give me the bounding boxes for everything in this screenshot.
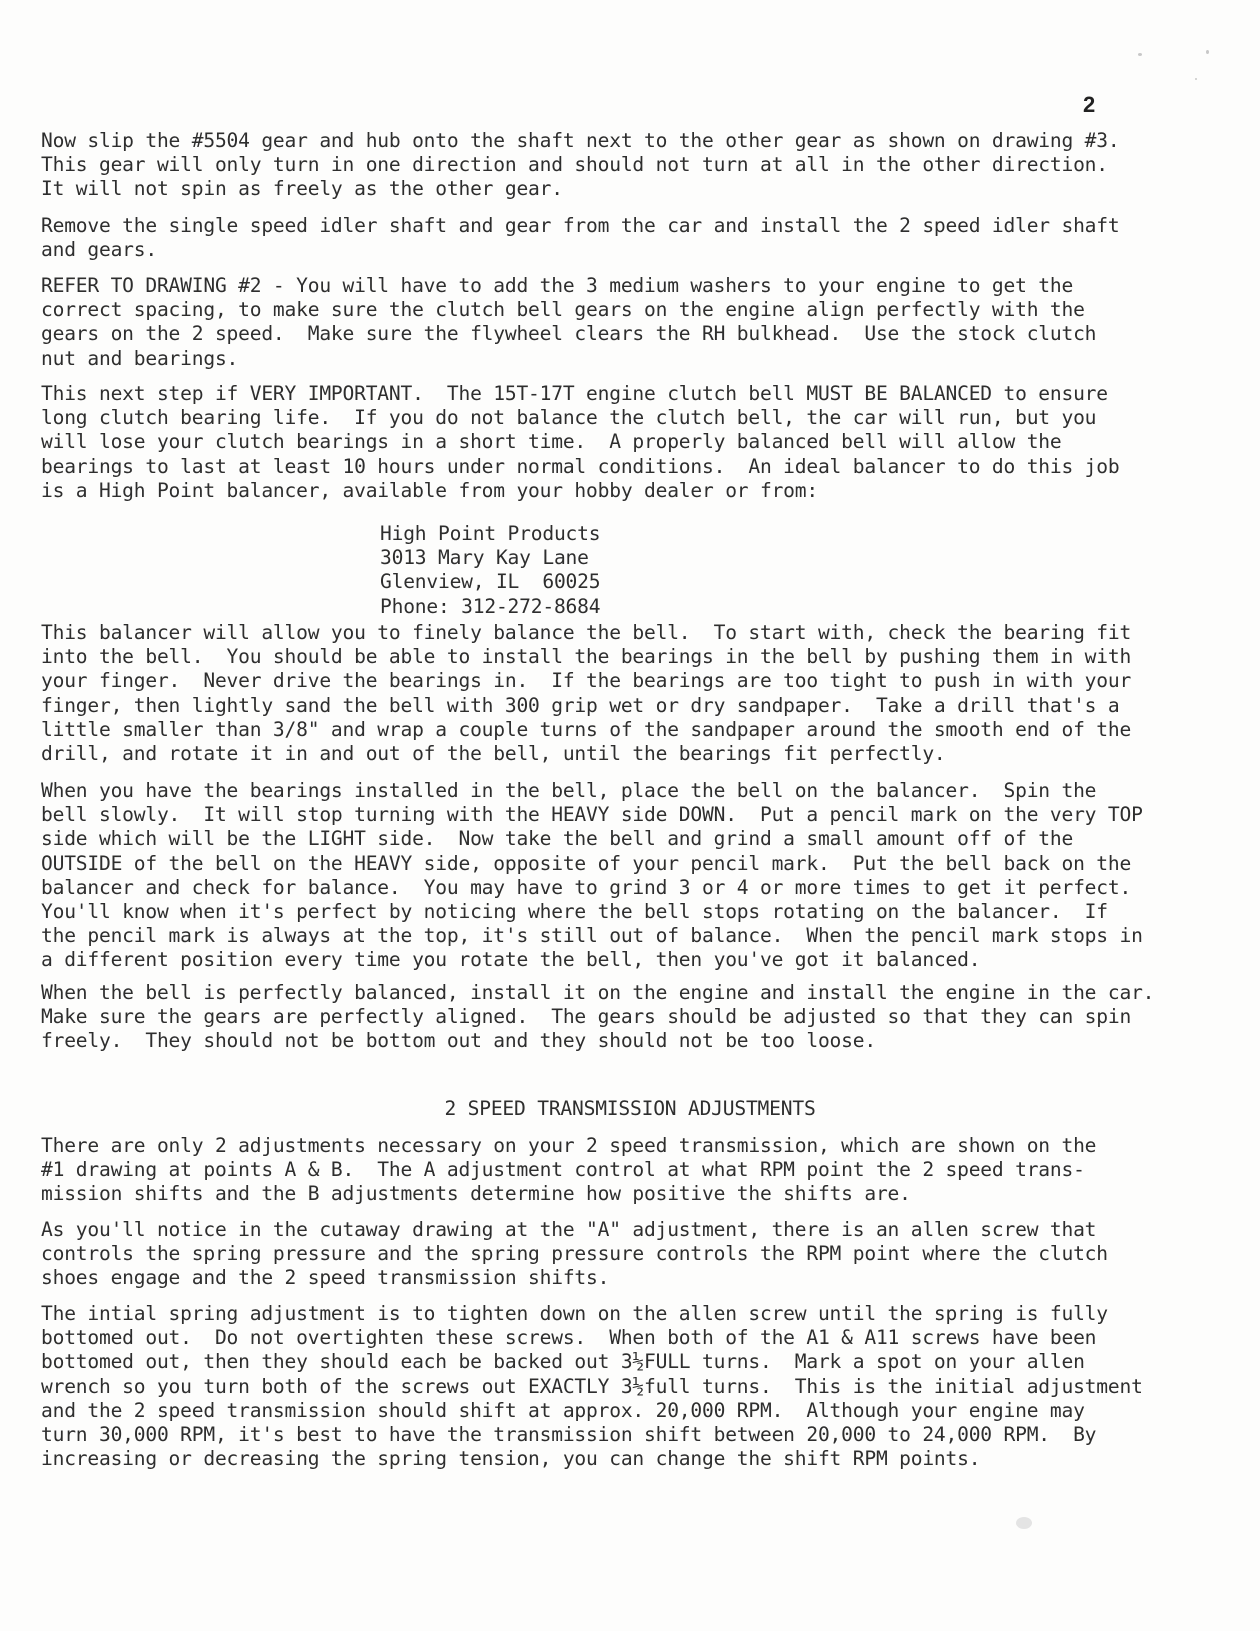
paragraph-balancing-procedure: When you have the bearings installed in the bell, place the bell on the balancer. Spin the bell slowly. It will stop turning with the HEAVY side DOWN. Put a pencil mark on the very TOP side which will be the LIGHT side. Now take the bell and grind a small amount off of the OUTSIDE of the bell on the HEAVY side, opposite of your pencil mark. Put the bell back on the balancer and check for balance. You may have to grind 3 or 4 or more times to get it perfect. You'll know when it's perfect by noticing where the bell stops rotating on the balancer. If the pencil mark is always at the top, it's still out of balance. When the pencil mark stops in a different position every time you rotate the bell, then you've got it balanced. xyxy=(41,779,1143,972)
supplier-address: High Point Products 3013 Mary Kay Lane Glenview, IL 60025 Phone: 312-272-8684 xyxy=(380,522,601,618)
scan-speck xyxy=(1206,50,1209,54)
scan-speck xyxy=(1138,53,1142,56)
paragraph-clutch-bell-balance: This next step if VERY IMPORTANT. The 15T-17T engine clutch bell MUST BE BALANCED to ensure long clutch bearing life. If you do not balance the clutch bell, the car will run, but you will lose your clutch bearings in a short time. A properly balanced bell will allow the bearings to last at least 10 hours under normal conditions. An ideal balancer to do this job is a High Point balancer, available from your hobby dealer or from: xyxy=(41,382,1120,502)
paragraph-gear-hub: Now slip the #5504 gear and hub onto the shaft next to the other gear as shown on drawing #3. This gear will only turn in one direction and should not turn at all in the other direction. It will not spin as freely as the other gear. xyxy=(41,129,1120,201)
scan-smudge xyxy=(1016,1517,1032,1529)
paragraph-drawing-2: REFER TO DRAWING #2 - You will have to add the 3 medium washers to your engine to get the correct spacing, to make sure the clutch bell gears on the engine align perfectly with the gears on the 2 speed. Make sure the flywheel clears the RH bulkhead. Use the stock clutch nut and bearings. xyxy=(41,274,1097,370)
paragraph-adjustments-overview: There are only 2 adjustments necessary on your 2 speed transmission, which are shown on the #1 drawing at points A & B. The A adjustment control at what RPM point the 2 speed trans- mission shifts and the B adjustments determine how positive the shifts are. xyxy=(41,1134,1097,1206)
section-heading: 2 SPEED TRANSMISSION ADJUSTMENTS xyxy=(444,1097,816,1120)
paragraph-idler-shaft: Remove the single speed idler shaft and gear from the car and install the 2 speed idler shaft and gears. xyxy=(41,214,1120,262)
page-number: 2 xyxy=(1083,92,1096,117)
paragraph-balancer-usage: This balancer will allow you to finely balance the bell. To start with, check the bearing fit into the bell. You should be able to install the bearings in the bell by pushing them in with your finger. Never drive the bearings in. If the bearings are too tight to push in with your finger, then lightly sand the bell with 300 grip wet or dry sandpaper. Take a drill that's a little smaller than 3/8" and wrap a couple turns of the sandpaper around the smooth end of the drill, and rotate it in and out of the bell, until the bearings fit perfectly. xyxy=(41,621,1132,766)
scan-speck xyxy=(1195,78,1197,80)
paragraph-cutaway-drawing: As you'll notice in the cutaway drawing at the "A" adjustment, there is an allen screw that controls the spring pressure and the spring pressure controls the RPM point where the clutch shoes engage and the 2 speed transmission shifts. xyxy=(41,1218,1108,1290)
paragraph-install-engine: When the bell is perfectly balanced, install it on the engine and install the engine in the car. Make sure the gears are perfectly aligned. The gears should be adjusted so that they can spin freely. They should not be bottom out and they should not be too loose. xyxy=(41,981,1155,1053)
paragraph-initial-adjustment: The intial spring adjustment is to tighten down on the allen screw until the spring is fully bottomed out. Do not overtighten these screws. When both of the A1 & A11 screws have been bottomed out, then they should each be backed out 3½FULL turns. Mark a spot on your allen wrench so you turn both of the screws out EXACTLY 3½full turns. This is the initial adjustment and the 2 speed transmission should shift at approx. 20,000 RPM. Although your engine may turn 30,000 RPM, it's best to have the transmission shift between 20,000 to 24,000 RPM. By increasing or decreasing the spring tension, you can change the shift RPM points. xyxy=(41,1302,1143,1471)
